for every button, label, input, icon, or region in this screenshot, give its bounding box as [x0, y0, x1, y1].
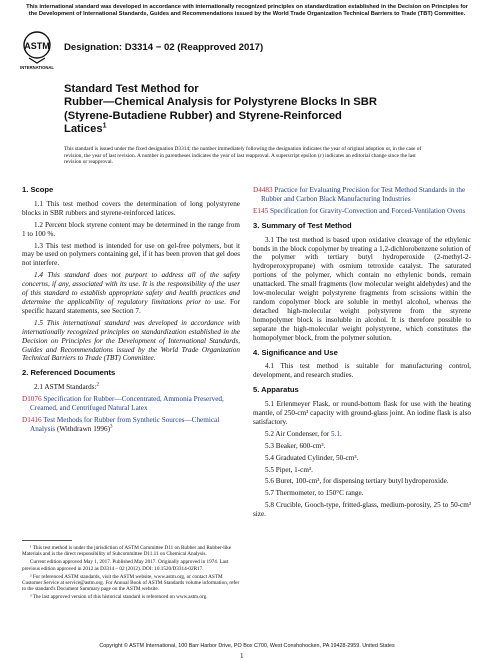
section-heading: 1. Scope: [22, 185, 54, 194]
designation: Designation: D3314 − 02 (Reapproved 2017): [64, 42, 264, 53]
paragraph: 3.1 The test method is based upon oxidative cleavage of the ethylenic bonds in the block copolymer by treating a 1,2-dichlorobenzene solution of the polymer with tertiary butyl hydroperoxide (2-methyl-2-hydroperoxypropane) with osmium tetroxide catalyst. The saturated portions of the polymer, which contain no ethylenic bonds, remain unattacked. The small fragments (low molecular weight aldehydes) and the low-molecular weight polystyrene fragments from scissions within the random copolymer block are soluble in methyl alcohol, whereas the detached high-molecular weight polystyrene from the styrene homopolymer block is insoluble in alcohol. It is therefore possible to separate the high-molecular weight polystyrene, which constitutes the homopolymer block, from the polymer solution.: [253, 235, 471, 342]
section-heading: 4. Significance and Use: [253, 347, 338, 357]
paragraph: 1.3 This test method is intended for use on gel-free polymers, but it may be used on polymers containing gel, if it has been proven that gel does not interfere.: [22, 241, 240, 268]
reference-link[interactable]: D1076: [22, 395, 42, 404]
svg-text:ASTM: ASTM: [24, 41, 50, 51]
paragraph: 5.2 Air Condenser, for 5.1.: [265, 429, 342, 438]
footnote-mark: 1: [102, 122, 107, 130]
footnote: ³ The last approved version of this historical standard is referenced on www.astm.org.: [30, 594, 208, 601]
paragraph: 1.2 Percent block styrene content may be determined in the range from 1 to 100 %.: [22, 220, 240, 238]
paragraph: [22, 271, 240, 316]
reference-link[interactable]: E145: [253, 206, 269, 215]
title-line: Rubber—Chemical Analysis for Polystyrene Blocks In SBR: [64, 96, 377, 109]
title-line: Standard Test Method for: [64, 83, 199, 95]
reference-item: [253, 186, 471, 204]
footnote-mark: 3: [109, 424, 113, 430]
reference-item: [22, 395, 240, 413]
document-title: [64, 83, 444, 136]
reference-link[interactable]: D4483: [253, 186, 273, 194]
title-line: Latices: [64, 122, 103, 135]
paragraph: 5.3 Beaker, 600-cm³.: [265, 441, 326, 450]
hazard-reference: For specific hazard statements, see Section 7.: [22, 297, 240, 315]
footnote: ² For referenced ASTM standards, visit the ASTM website, www.astm.org, or contact ASTM Customer Service at service@astm.org. For Annual Book of ASTM Standards volume information, refer to the standard's Document Summary page on the ASTM website.: [22, 573, 240, 593]
paragraph: 4.1 This test method is suitable for manufacturing control, development, and research studies.: [253, 362, 471, 380]
reference-item: [253, 207, 471, 216]
tbt-notice: This international standard was developed in accordance with internationally recognized principles on standardization established in the Decision on Principles for the Development of International Standards, Guides and Recommendations issued by the World Trade Organization Technical Barriers to Trade (TBT) Committee.: [26, 4, 468, 17]
copyright-line: Copyright © ASTM International, 100 Barr Harbor Drive, PO Box C700, West Conshohocken, PA 19428-2959. United States: [99, 643, 395, 649]
section-heading: 3. Summary of Test Method: [253, 220, 352, 230]
safety-statement: 1.4 This standard does not purport to address all of the safety concerns, if any, associated with its use. It is the responsibility of the user of this standard to establish appropriate safety and health practices and determine the applicability of regulatory limitations prior to use.: [22, 271, 240, 306]
reference-title[interactable]: Practice for Evaluating Precision for Test Method Standards in the Rubber and Carbon Black Manufacturing Industries: [261, 186, 466, 203]
footnotes: [22, 545, 240, 602]
section-link[interactable]: 5.1: [331, 429, 340, 438]
title-line: (Styrene-Butadiene Rubber) and Styrene-Reinforced: [64, 109, 342, 122]
paragraph: 5.4 Graduated Cylinder, 50-cm³.: [265, 453, 359, 462]
paragraph: 5.7 Thermometer, to 150°C range.: [265, 489, 364, 498]
paragraph: 5.1 Erlenmeyer Flask, or round-bottom flask for use with the heating mantle, of 250-cm³ capacity with ground-glass joint. An iodine flask is also satisfactory.: [253, 400, 471, 426]
withdrawn-note: (Withdrawn 1996): [55, 424, 110, 433]
paragraph: 5.8 Crucible, Gooch-type, fritted-glass, medium-porosity, 25 to 50-cm³ size.: [253, 501, 471, 519]
reference-item: [22, 416, 240, 434]
footnote-mark: 2: [96, 382, 99, 388]
reference-link[interactable]: D1416: [22, 415, 42, 424]
right-column: [253, 186, 471, 522]
reference-title[interactable]: Specification for Rubber—Concentrated, Ammonia Preserved, Creamed, and Centrifuged Natural Latex: [30, 395, 224, 413]
footnote: Current edition approved May 1, 2017. Published May 2017. Originally approved in 1974. Last previous edition approved in 2012 as D3314 – 02 (2012). DOI: 10.1520/D3314-02R17.: [22, 559, 229, 572]
footnote: ¹ This test method is under the jurisdiction of ASTM Committee D11 on Rubber and Rubber-like Materials and is the direct responsibility of Subcommittee D11.11 on Chemical Analysis.: [22, 545, 232, 558]
section-heading: 5. Apparatus: [253, 385, 299, 395]
svg-text:INTERNATIONAL: INTERNATIONAL: [20, 65, 54, 70]
paragraph: 5.6 Buret, 100-cm³, for dispensing tertiary butyl hydroperoxide.: [265, 477, 449, 486]
standard-issue-note: This standard is issued under the fixed designation D3314; the number immediately following the designation indicates the year of original adoption or, in the case of revision, the year of last revision. A number in parentheses indicates the year of last reapproval. A superscript epsilon (ε) indicates an editorial change since the last revision or reapproval.: [64, 146, 422, 165]
paragraph: 5.5 Pipet, 1-cm³.: [265, 465, 313, 474]
section-heading: 2. Referenced Documents: [22, 368, 116, 378]
reference-title[interactable]: Specification for Gravity-Convection and Forced-Ventilation Ovens: [268, 206, 466, 215]
footnote-divider: [22, 540, 72, 541]
paragraph: [22, 319, 240, 364]
page-number: 1: [240, 652, 244, 660]
left-column: [22, 186, 240, 437]
paragraph: 1.1 This test method covers the determination of long polystyrene blocks in SBR rubbers and styrene-reinforced latices.: [22, 199, 240, 217]
astm-logo-icon: [20, 30, 54, 70]
reference-title[interactable]: Test Methods for Rubber from Synthetic Sources—Chemical Analysis: [30, 415, 220, 433]
tbt-statement: 1.5 This international standard was developed in accordance with internationally recognized principles on standardization established in the Decision on Principles for the Development of International Standards, Guides and Recommendations issued by the World Trade Organization Technical Barriers to Trade (TBT) Committee.: [22, 318, 240, 363]
paragraph: 2.1 ASTM Standards:$^2$: [34, 382, 99, 392]
